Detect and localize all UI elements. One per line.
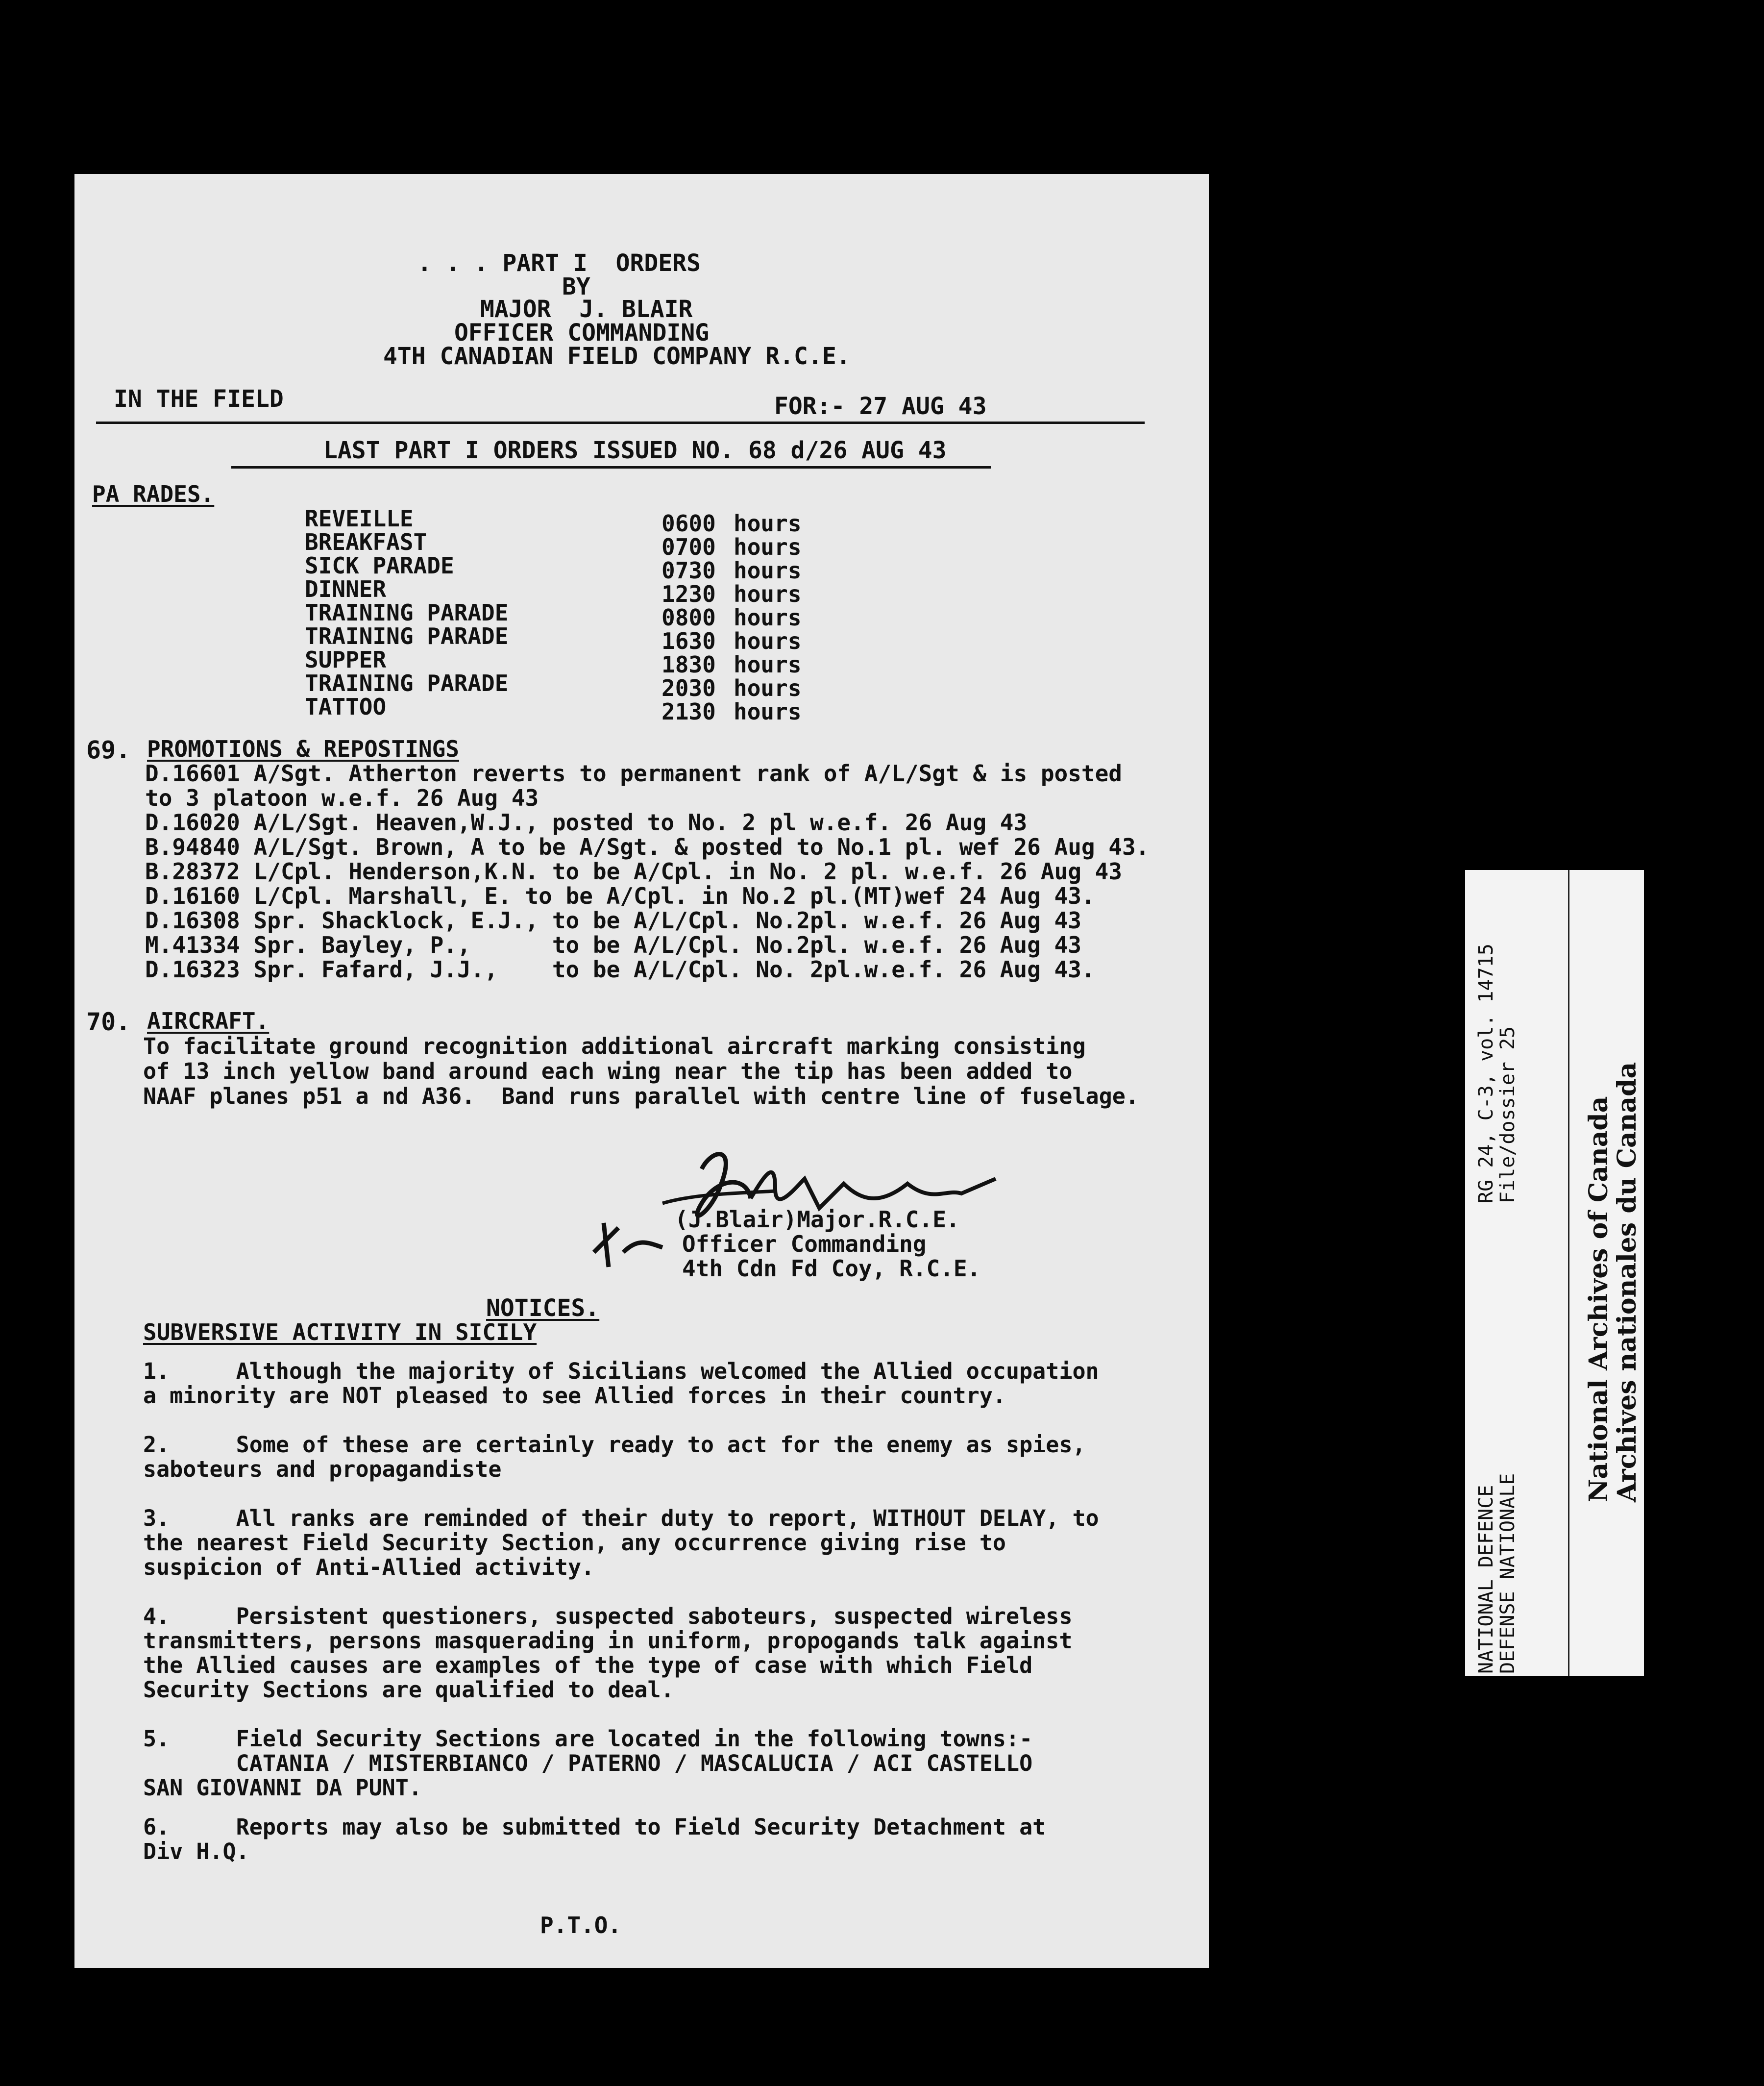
promotions-heading: PROMOTIONS & REPOSTINGS [147,736,459,762]
aircraft-line: To facilitate ground recognition additional aircraft marking consisting [143,1033,1086,1059]
promotion-line: D.16160 L/Cpl. Marshall, E. to be A/Cpl. in No.2 pl.(MT)wef 24 Aug 43. [145,883,1095,909]
parade-name: TRAINING PARADE [305,670,509,696]
parade-time: 2130 [662,698,716,725]
notice-line: 2. Some of these are certainly ready to act for the enemy as spies, [143,1432,1086,1458]
archive-reference-1: RG 24, C-3, vol. 14715 [1475,944,1497,1203]
parade-time: 1830 [662,651,716,678]
in-the-field: IN THE FIELD [114,385,284,413]
parade-time: 1230 [662,581,716,607]
parade-name: TRAINING PARADE [305,623,509,649]
promotion-line: D.16020 A/L/Sgt. Heaven,W.J., posted to No. 2 pl w.e.f. 26 Aug 43 [145,809,1028,836]
document-page [74,174,1209,1968]
signature-title: Officer Commanding [682,1231,927,1257]
parade-time: 1630 [662,628,716,654]
notice-line: 4. Persistent questioners, suspected saboteurs, suspected wireless [143,1603,1073,1629]
notice-line: saboteurs and propagandiste [143,1456,502,1482]
parades-heading: PA RADES. [92,481,215,507]
page-turn-over: P.T.O. [540,1912,622,1938]
header-officer-commanding: OFFICER COMMANDING [454,319,710,347]
promotion-line: D.16308 Spr. Shacklock, E.J., to be A/L/Cpl. No.2pl. w.e.f. 26 Aug 43 [145,907,1081,934]
notice-line: 1. Although the majority of Sicilians welcomed the Allied occupation [143,1358,1099,1384]
orders-date: FOR:- 27 AUG 43 [774,393,987,420]
parade-time: 0730 [662,557,716,584]
notice-line: SAN GIOVANNI DA PUNT. [143,1775,422,1801]
archive-name-fr: Archives nationales du Canada [1612,1062,1642,1502]
parade-name: SUPPER [305,646,387,673]
promotion-line: M.41334 Spr. Bayley, P., to be A/L/Cpl. No.2pl. w.e.f. 26 Aug 43 [145,932,1081,958]
promotion-line: B.28372 L/Cpl. Henderson,K.N. to be A/Cpl. in No. 2 pl. w.e.f. 26 Aug 43 [145,858,1122,885]
notice-line: a minority are NOT pleased to see Allied forces in their country. [143,1383,1006,1409]
parade-unit: hours [734,675,802,701]
parade-name: SICK PARADE [305,552,454,579]
notice-line: 3. All ranks are reminded of their duty to report, WITHOUT DELAY, to [143,1505,1099,1531]
archive-reference-card [1465,870,1644,1676]
parade-name: DINNER [305,576,387,602]
aircraft-line: of 13 inch yellow band around each wing near the tip has been added to [143,1058,1073,1084]
parade-name: TATTOO [305,694,387,720]
card-divider [1568,870,1569,1676]
aircraft-line: NAAF planes p51 a nd A36. Band runs parallel with centre line of fuselage. [143,1083,1139,1109]
last-orders-issued: LAST PART I ORDERS ISSUED NO. 68 d/26 AUG 43 [323,437,947,464]
header-company: 4TH CANADIAN FIELD COMPANY R.C.E. [383,343,851,370]
archive-reference-2: File/dossier 25 [1496,1026,1519,1203]
notice-line: 5. Field Security Sections are located in the following towns:- [143,1726,1033,1752]
promotion-line: D.16601 A/Sgt. Atherton reverts to permanent rank of A/L/Sgt & is posted [145,760,1122,787]
notice-line: transmitters, persons masquerading in uniform, propogands talk against [143,1628,1073,1654]
parade-time: 0800 [662,604,716,631]
notice-line: the nearest Field Security Section, any occurrence giving rise to [143,1530,1006,1556]
parade-unit: hours [734,510,802,537]
signature-name: (J.Blair)Major.R.C.E. [675,1206,960,1233]
parade-time: 2030 [662,675,716,701]
promotion-line: D.16323 Spr. Fafard, J.J., to be A/L/Cpl. No. 2pl.w.e.f. 26 Aug 43. [145,956,1095,983]
parade-unit: hours [734,581,802,607]
promotion-line: B.94840 A/L/Sgt. Brown, A to be A/Sgt. & posted to No.1 pl. wef 26 Aug 43. [145,834,1150,860]
notice-line: Div H.Q. [143,1838,249,1864]
parade-unit: hours [734,698,802,725]
notice-line: suspicion of Anti-Allied activity. [143,1554,595,1580]
aircraft-heading: AIRCRAFT. [147,1008,270,1034]
notice-line: 6. Reports may also be submitted to Field Security Detachment at [143,1814,1046,1840]
parade-name: TRAINING PARADE [305,599,509,626]
archive-name-en: National Archives of Canada [1584,1096,1614,1502]
department-fr: DEFENSE NATIONALE [1496,1473,1519,1674]
notices-heading: NOTICES. [486,1294,600,1322]
parade-time: 0600 [662,510,716,537]
header-part-i-orders: . . . PART I ORDERS [417,249,701,277]
parade-unit: hours [734,651,802,678]
section-70-number: 70. [86,1008,131,1036]
parade-unit: hours [734,534,802,560]
promotion-line: to 3 platoon w.e.f. 26 Aug 43 [145,785,539,811]
parade-name: REVEILLE [305,505,414,532]
notices-subheading: SUBVERSIVE ACTIVITY IN SICILY [143,1319,537,1345]
header-by: BY [562,273,590,300]
parade-unit: hours [734,557,802,584]
parade-unit: hours [734,628,802,654]
header-major: MAJOR J. BLAIR [480,296,693,323]
section-69-number: 69. [86,736,131,764]
department-en: NATIONAL DEFENCE [1475,1485,1497,1674]
signature-unit: 4th Cdn Fd Coy, R.C.E. [682,1255,981,1282]
parade-name: BREAKFAST [305,529,427,555]
parade-time: 0700 [662,534,716,560]
notice-line: CATANIA / MISTERBIANCO / PATERNO / MASCALUCIA / ACI CASTELLO [143,1750,1033,1776]
notice-line: the Allied causes are examples of the type of case with which Field [143,1652,1033,1678]
notice-line: Security Sections are qualified to deal. [143,1677,674,1703]
parade-unit: hours [734,604,802,631]
header-rule-2 [231,466,991,469]
header-rule-1 [96,422,1145,424]
